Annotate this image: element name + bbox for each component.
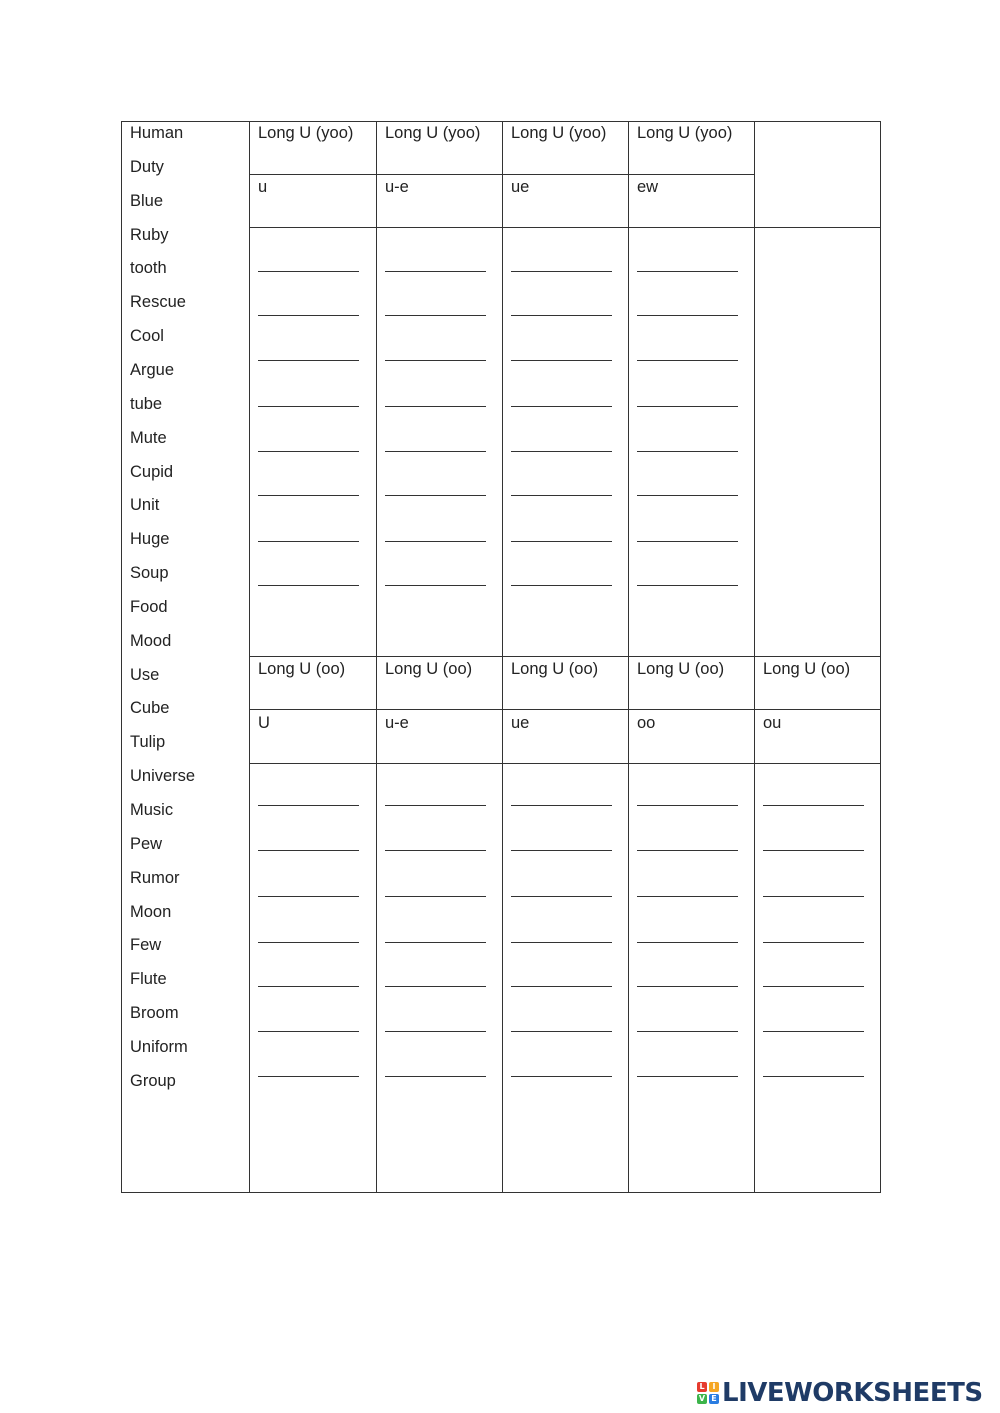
word-list-item: Tulip bbox=[130, 733, 166, 752]
word-list-item: Huge bbox=[130, 530, 170, 549]
answer-blank[interactable] bbox=[385, 850, 486, 851]
spelling-pattern-label: ue bbox=[511, 178, 530, 196]
answer-blank[interactable] bbox=[258, 1031, 359, 1032]
row-divider bbox=[249, 174, 754, 175]
brand-name: LIVEWORKSHEETS bbox=[722, 1378, 983, 1408]
answer-blank[interactable] bbox=[385, 315, 486, 316]
answer-blank[interactable] bbox=[511, 360, 612, 361]
word-list-item: Food bbox=[130, 597, 168, 616]
answer-blank[interactable] bbox=[511, 1076, 612, 1077]
answer-blank[interactable] bbox=[511, 585, 612, 586]
answer-blank[interactable] bbox=[637, 1076, 738, 1077]
logo-mark-tile: V bbox=[698, 1394, 706, 1403]
column-header: Long U (yoo) bbox=[258, 124, 354, 142]
liveworksheets-logo bbox=[697, 1377, 983, 1409]
word-list-item: Duty bbox=[130, 157, 164, 176]
column-header: Long U (yoo) bbox=[511, 124, 607, 142]
spelling-pattern-label: u-e bbox=[385, 178, 409, 196]
table-border-bottom bbox=[121, 1192, 881, 1193]
word-list-item: Argue bbox=[130, 360, 175, 379]
answer-blank[interactable] bbox=[385, 986, 486, 987]
answer-blank[interactable] bbox=[258, 585, 359, 586]
word-list-item: Rumor bbox=[130, 868, 180, 887]
word-list-item: Few bbox=[130, 936, 162, 955]
answer-blank[interactable] bbox=[258, 896, 359, 897]
answer-blank[interactable] bbox=[511, 1031, 612, 1032]
word-list-item: Unit bbox=[130, 496, 160, 515]
column-header: Long U (oo) bbox=[258, 660, 346, 678]
table-border-right bbox=[880, 121, 881, 1192]
answer-blank[interactable] bbox=[763, 850, 864, 851]
column-header: Long U (oo) bbox=[637, 660, 725, 678]
word-list-item: Rescue bbox=[130, 293, 186, 312]
answer-blank[interactable] bbox=[637, 850, 738, 851]
word-list-item: tooth bbox=[130, 259, 167, 278]
answer-blank[interactable] bbox=[637, 541, 738, 542]
answer-blank[interactable] bbox=[637, 896, 738, 897]
word-list-item: Cube bbox=[130, 699, 170, 718]
spelling-pattern-label: u bbox=[258, 178, 268, 196]
answer-blank[interactable] bbox=[511, 896, 612, 897]
column-header: Long U (yoo) bbox=[385, 124, 481, 142]
answer-blank[interactable] bbox=[258, 541, 359, 542]
answer-blank[interactable] bbox=[511, 986, 612, 987]
answer-blank[interactable] bbox=[763, 942, 864, 943]
answer-blank[interactable] bbox=[385, 1076, 486, 1077]
answer-blank[interactable] bbox=[385, 271, 486, 272]
answer-blank[interactable] bbox=[258, 315, 359, 316]
answer-blank[interactable] bbox=[763, 896, 864, 897]
table-border-top bbox=[121, 121, 881, 122]
answer-blank[interactable] bbox=[637, 495, 738, 496]
word-list-item: Human bbox=[130, 124, 184, 142]
answer-blank[interactable] bbox=[258, 406, 359, 407]
word-list-item: Music bbox=[130, 801, 174, 819]
answer-blank[interactable] bbox=[637, 451, 738, 452]
word-list-item: Use bbox=[130, 665, 160, 684]
answer-blank[interactable] bbox=[385, 360, 486, 361]
answer-blank[interactable] bbox=[637, 315, 738, 316]
answer-blank[interactable] bbox=[637, 1031, 738, 1032]
word-list-item: Universe bbox=[130, 767, 196, 786]
word-list-item: tube bbox=[130, 394, 163, 413]
answer-blank[interactable] bbox=[385, 805, 486, 806]
word-list-item: Cupid bbox=[130, 462, 174, 481]
answer-blank[interactable] bbox=[511, 495, 612, 496]
word-list-item: Broom bbox=[130, 1004, 179, 1023]
word-list-item: Pew bbox=[130, 834, 163, 853]
row-divider bbox=[249, 227, 880, 228]
answer-blank[interactable] bbox=[763, 986, 864, 987]
answer-blank[interactable] bbox=[511, 315, 612, 316]
word-list-item: Group bbox=[130, 1071, 176, 1090]
answer-blank[interactable] bbox=[258, 271, 359, 272]
answer-blank[interactable] bbox=[258, 805, 359, 806]
answer-blank[interactable] bbox=[511, 451, 612, 452]
answer-blank[interactable] bbox=[258, 360, 359, 361]
answer-blank[interactable] bbox=[258, 986, 359, 987]
answer-blank[interactable] bbox=[258, 1076, 359, 1077]
answer-blank[interactable] bbox=[637, 805, 738, 806]
table-border-left bbox=[121, 121, 122, 1192]
row-divider bbox=[249, 656, 880, 657]
row-divider bbox=[249, 709, 880, 710]
answer-blank[interactable] bbox=[385, 585, 486, 586]
spelling-pattern-label: ou bbox=[763, 714, 782, 732]
answer-blank[interactable] bbox=[258, 451, 359, 452]
answer-blank[interactable] bbox=[763, 1076, 864, 1077]
word-list-item: Moon bbox=[130, 902, 172, 921]
answer-blank[interactable] bbox=[763, 1031, 864, 1032]
word-list-item: Cool bbox=[130, 327, 164, 346]
logo-mark-tile: E bbox=[709, 1394, 719, 1404]
answer-blank[interactable] bbox=[511, 271, 612, 272]
spelling-pattern-label: ew bbox=[637, 178, 659, 196]
word-list-item: Blue bbox=[130, 191, 164, 210]
column-header: Long U (oo) bbox=[511, 660, 599, 678]
answer-blank[interactable] bbox=[637, 585, 738, 586]
word-list-item: Mood bbox=[130, 631, 172, 650]
answer-blank[interactable] bbox=[258, 850, 359, 851]
word-list-item: Mute bbox=[130, 428, 167, 447]
answer-blank[interactable] bbox=[385, 451, 486, 452]
answer-blank[interactable] bbox=[637, 986, 738, 987]
answer-blank[interactable] bbox=[511, 805, 612, 806]
spelling-pattern-label: U bbox=[258, 714, 270, 732]
word-list-item: Ruby bbox=[130, 225, 169, 244]
answer-blank[interactable] bbox=[637, 406, 738, 407]
answer-blank[interactable] bbox=[385, 896, 486, 897]
column-header: Long U (yoo) bbox=[637, 124, 733, 142]
answer-blank[interactable] bbox=[258, 495, 359, 496]
word-list-item: Flute bbox=[130, 970, 167, 989]
answer-blank[interactable] bbox=[385, 1031, 486, 1032]
row-divider bbox=[249, 763, 880, 764]
word-list-item: Soup bbox=[130, 564, 169, 583]
answer-blank[interactable] bbox=[511, 541, 612, 542]
answer-blank[interactable] bbox=[385, 541, 486, 542]
answer-blank[interactable] bbox=[637, 942, 738, 943]
spelling-pattern-label: oo bbox=[637, 714, 656, 732]
answer-blank[interactable] bbox=[637, 360, 738, 361]
logo-mark-tile: I bbox=[709, 1382, 719, 1392]
spelling-pattern-label: u-e bbox=[385, 714, 409, 732]
answer-blank[interactable] bbox=[258, 942, 359, 943]
liveworksheets-mark-icon bbox=[697, 1382, 719, 1404]
answer-blank[interactable] bbox=[385, 942, 486, 943]
answer-blank[interactable] bbox=[385, 406, 486, 407]
column-header: Long U (oo) bbox=[385, 660, 473, 678]
answer-blank[interactable] bbox=[385, 495, 486, 496]
answer-blank[interactable] bbox=[763, 805, 864, 806]
answer-blank[interactable] bbox=[511, 850, 612, 851]
logo-mark-tile: L bbox=[697, 1382, 707, 1392]
column-header: Long U (oo) bbox=[763, 660, 851, 678]
spelling-pattern-label: ue bbox=[511, 714, 530, 732]
answer-blank[interactable] bbox=[637, 271, 738, 272]
answer-blank[interactable] bbox=[511, 942, 612, 943]
answer-blank[interactable] bbox=[511, 406, 612, 407]
word-list-item: Uniform bbox=[130, 1037, 188, 1056]
